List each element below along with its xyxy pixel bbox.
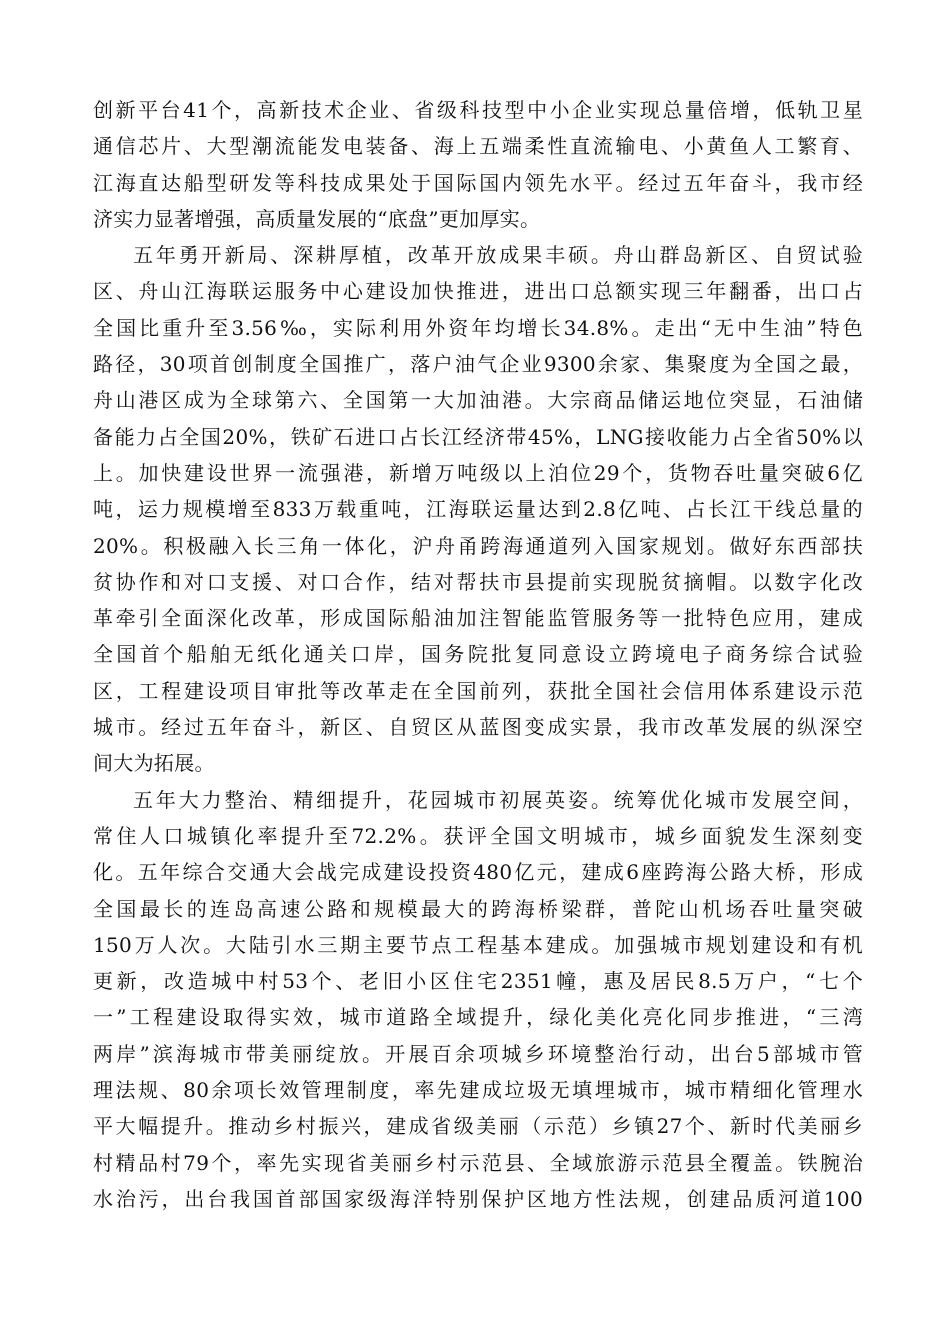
paragraph-first-line: 五年勇开新局、深耕厚植，改革开放成果丰硕。舟山群岛新区、自贸试验 (133, 243, 863, 268)
text-line: 化。五年综合交通大会战完成建设投资480亿元，建成6座跨海公路大桥，形成 (93, 860, 863, 885)
text-line: 备能力占全国20%，铁矿石进口占长江经济带45%，LNG接收能力占全省50%以 (93, 424, 863, 449)
text-line: 区、舟山江海联运服务中心建设加快推进，进出口总额实现三年翻番，出口占 (93, 279, 863, 304)
text-line: 贫协作和对口支援、对口合作，结对帮扶市县提前实现脱贫摘帽。以数字化改 (93, 569, 863, 594)
text-line: 吨，运力规模增至833万载重吨，江海联运量达到2.8亿吨、占长江干线总量的 (93, 497, 863, 522)
text-line: 一”工程建设取得实效，城市道路全域提升，绿化美化亮化同步推进，“三湾 (93, 1005, 863, 1030)
text-line: 通信芯片、大型潮流能发电装备、海上五端柔性直流输电、小黄鱼人工繁育、 (93, 134, 863, 159)
text-line: 区，工程建设项目审批等改革走在全国前列，获批全国社会信用体系建设示范 (93, 678, 863, 703)
text-line: 创新平台41个，高新技术企业、省级科技型中小企业实现总量倍增，低轨卫星 (93, 98, 863, 122)
text-line: 路径，30项首创制度全国推广，落户油气企业9300余家、集聚度为全国之最， (93, 352, 863, 377)
text-line: 全国最长的连岛高速公路和规模最大的跨海桥梁群，普陀山机场吞吐量突破 (93, 896, 863, 921)
text-line: 更新，改造城中村53个、老旧小区住宅2351幢，惠及居民8.5万户，“七个 (93, 969, 863, 994)
text-line: 水治污，出台我国首部国家级海洋特别保护区地方性法规，创建品质河道100 (93, 1186, 863, 1211)
text-line: 常住人口城镇化率提升至72.2%。获评全国文明城市，城乡面貌发生深刻变 (93, 823, 863, 848)
text-line: 间大为拓展。 (93, 751, 215, 776)
text-line: 济实力显著增强，高质量发展的“底盘”更加厚实。 (93, 206, 541, 231)
text-line: 全国首个船舶无纸化通关口岸，国务院批复同意设立跨境电子商务综合试验 (93, 642, 863, 667)
text-line: 上。加快建设世界一流强港，新增万吨级以上泊位29个，货物吞吐量突破6亿 (93, 460, 863, 485)
text-line: 城市。经过五年奋斗，新区、自贸区从蓝图变成实景，我市改革发展的纵深空 (93, 715, 863, 740)
text-line: 平大幅提升。推动乡村振兴，建成省级美丽（示范）乡镇27个、新时代美丽乡 (93, 1114, 863, 1139)
text-line: 150万人次。大陆引水三期主要节点工程基本建成。加强城市规划建设和有机 (93, 932, 863, 957)
text-line: 江海直达船型研发等科技成果处于国际国内领先水平。经过五年奋斗，我市经 (93, 170, 863, 195)
text-line: 革牵引全面深化改革，形成国际船油加注智能监管服务等一批特色应用，建成 (93, 606, 863, 631)
text-line: 两岸”滨海城市带美丽绽放。开展百余项城乡环境整治行动，出台5部城市管 (93, 1041, 863, 1066)
text-line: 村精品村79个，率先实现省美丽乡村示范县、全域旅游示范县全覆盖。铁腕治 (93, 1150, 863, 1175)
text-line: 理法规、80余项长效管理制度，率先建成垃圾无填埋城市，城市精细化管理水 (93, 1078, 863, 1103)
paragraph-first-line: 五年大力整治、精细提升，花园城市初展英姿。统筹优化城市发展空间， (133, 787, 863, 812)
text-line: 舟山港区成为全球第六、全国第一大加油港。大宗商品储运地位突显，石油储 (93, 388, 863, 413)
text-line: 全国比重升至3.56‰，实际利用外资年均增长34.8%。走出“无中生油”特色 (93, 315, 863, 340)
text-line: 20%。积极融入长三角一体化，沪舟甬跨海通道列入国家规划。做好东西部扶 (93, 533, 863, 558)
body-text (93, 92, 863, 1217)
